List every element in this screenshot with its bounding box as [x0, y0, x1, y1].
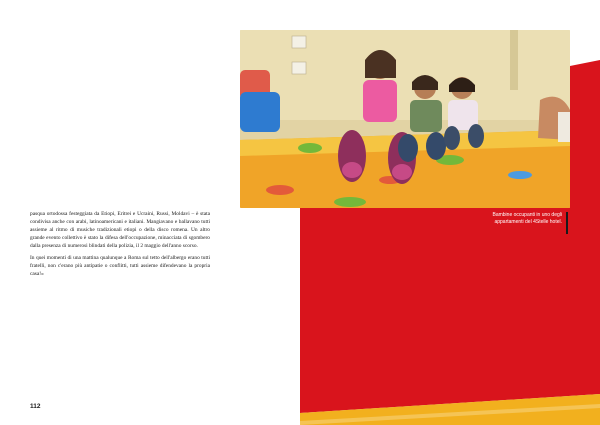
caption-rule [566, 212, 568, 234]
page-number: 112 [30, 403, 41, 410]
body-paragraph: pasqua ortodossa festeggiata da Etiopi, Eritrei e Ucraini, Russi, Moldavi – è stata condivisa anche con arabi, latinoamericani e italiani. Mangiavano e ballavano tutti assieme al ritmo di musiche tradizionali etiopi o della disco romena. Un altro grande evento collettivo è stato la difesa dell'occupazione, minacciata di sgombero dalla presenza di numerosi blindati della polizia, il 2 maggio dell'anno scorso. [30, 211, 210, 249]
photo-illustration [240, 30, 570, 208]
photo-caption: Bambine occupanti in uno degli appartamenti del 4Stelle hotel. [492, 212, 562, 226]
body-paragraph: In quei momenti di una mattina qualunque a Roma sul tetto dell'albergo erano tutti fratelli, non c'erano più antipatie o conflitti, tutti assieme difendevano la propria casa!» [30, 255, 210, 277]
children-photo [240, 30, 570, 208]
article-body [30, 211, 210, 283]
